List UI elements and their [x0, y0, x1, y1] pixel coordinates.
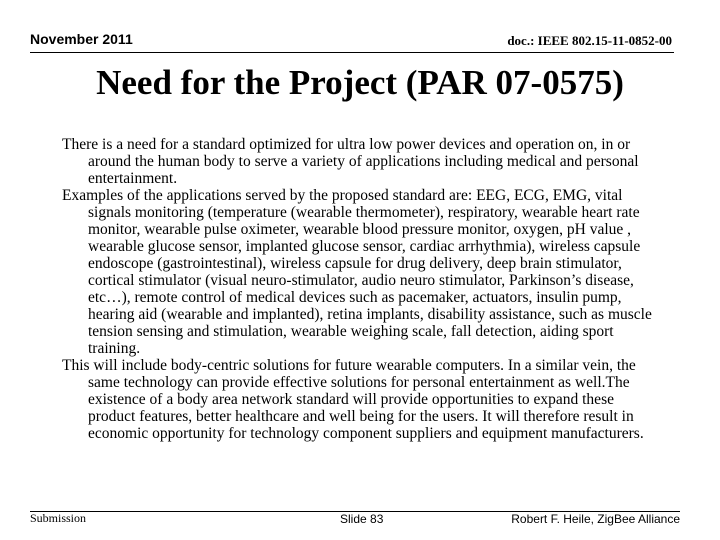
slide-title: Need for the Project (PAR 07-0575) [96, 63, 624, 102]
header-doc-id: doc.: IEEE 802.15-11-0852-00 [507, 33, 672, 48]
slide-body [62, 136, 662, 442]
header-date: November 2011 [30, 31, 133, 47]
body-paragraph-body-centric: This will include body-centric solutions for future wearable computers. In a similar vein, the same technology can provide effective solutions for personal entertainment as well.The existence of a body area network standard will provide opportunities to expand these product features, better healthcare and well being for the users. It will therefore result in economic opportunity for technology component suppliers and equipment manufacturers. [62, 357, 644, 442]
body-paragraph-need: There is a need for a standard optimized for ultra low power devices and operation on, in or around the human body to serve a variety of applications including medical and personal entertainment. [62, 136, 639, 187]
footer-slide-number: Slide 83 [340, 512, 384, 526]
header-divider [30, 52, 674, 53]
footer-author: Robert F. Heile, ZigBee Alliance [511, 512, 680, 526]
body-paragraph-examples: Examples of the applications served by the proposed standard are: EEG, ECG, EMG, vital signals monitoring (temperature (wearable thermometer), respiratory, wearable heart rate monitor, wearable pulse oximeter, wearable blood pressure monitor, oxygen, pH value , wearable glucose sensor, implanted glucose sensor, cardiac arrhythmia), wireless capsule endoscope (gastrointestinal), wireless capsule for drug delivery, deep brain stimulator, cortical stimulator (visual neuro-stimulator, audio neuro stimulator, Parkinson’s disease, etc…), remote control of medical devices such as pacemaker, actuators, insulin pump, hearing aid (wearable and implanted), retina implants, disability assistance, such as muscle tension sensing and stimulation, wearable weighing scale, fall detection, aiding sport training. [62, 187, 652, 357]
footer-submission: Submission [30, 511, 87, 525]
